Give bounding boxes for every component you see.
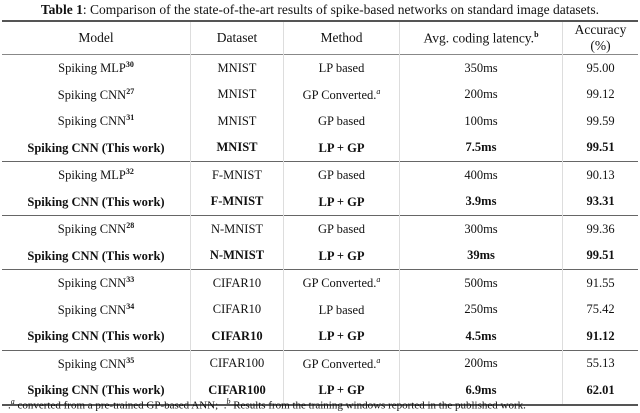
- cell-accuracy: 62.01: [563, 377, 639, 405]
- reference-number: 30: [125, 60, 134, 70]
- cell-latency: 500ms: [400, 270, 563, 297]
- caption-label: Table 1: [40, 2, 83, 17]
- cell-accuracy: 99.12: [563, 82, 639, 109]
- model-name: Spiking CNN: [57, 87, 127, 102]
- cell-accuracy: 90.13: [563, 162, 639, 189]
- cell-method: [284, 55, 400, 82]
- cell-method: [284, 189, 400, 216]
- cell-accuracy: 95.00: [563, 55, 639, 82]
- cell-dataset: CIFAR100: [191, 377, 284, 405]
- method-text: GP Converted.: [302, 356, 377, 371]
- method-text: LP based: [318, 302, 365, 317]
- cell-accuracy: 93.31: [563, 189, 639, 216]
- model-name: Spiking CNN (This work): [27, 383, 165, 398]
- cell-model: [2, 243, 191, 270]
- table-row: [2, 189, 638, 216]
- model-name: Spiking CNN: [57, 276, 127, 291]
- cell-method: [284, 270, 400, 297]
- model-name: Spiking CNN (This work): [27, 140, 165, 155]
- cell-accuracy: 75.42: [563, 297, 639, 324]
- method-text: LP + GP: [318, 383, 365, 398]
- cell-accuracy: 55.13: [563, 350, 639, 377]
- cell-model: [2, 55, 191, 82]
- footnote-a: converted from a pre-trained GP-based ANN;: [14, 399, 219, 412]
- table-caption: [0, 2, 640, 18]
- cell-method: [284, 216, 400, 243]
- cell-latency: 200ms: [400, 82, 563, 109]
- cell-model: [2, 270, 191, 297]
- cell-method: [284, 82, 400, 109]
- cell-accuracy: 91.12: [563, 323, 639, 350]
- cell-latency: 200ms: [400, 350, 563, 377]
- reference-number: 34: [126, 301, 135, 311]
- footnote-mark: a: [376, 275, 381, 285]
- results-table: [2, 20, 638, 406]
- cell-model: [2, 189, 191, 216]
- cell-method: [284, 135, 400, 162]
- reference-number: 31: [126, 113, 135, 123]
- header-method: Method: [284, 21, 400, 55]
- table-row: [2, 82, 638, 109]
- cell-latency: 39ms: [400, 243, 563, 270]
- cell-dataset: CIFAR10: [191, 323, 284, 350]
- model-name: Spiking MLP: [58, 61, 126, 76]
- table-row: [2, 55, 638, 82]
- method-text: GP Converted.: [302, 276, 377, 291]
- table-row: [2, 323, 638, 350]
- cell-latency: 250ms: [400, 297, 563, 324]
- footnote-mark: a: [376, 355, 381, 365]
- cell-dataset: N-MNIST: [191, 243, 284, 270]
- method-text: LP + GP: [318, 329, 365, 344]
- table-row: [2, 350, 638, 377]
- table-row: [2, 297, 638, 324]
- header-accuracy: Accuracy (%): [563, 21, 639, 55]
- reference-number: 32: [125, 167, 134, 177]
- model-name: Spiking CNN: [57, 114, 127, 129]
- reference-number: 33: [126, 275, 135, 285]
- cell-accuracy: 99.51: [563, 135, 639, 162]
- method-text: LP + GP: [318, 248, 365, 263]
- cell-model: [2, 162, 191, 189]
- reference-number: 35: [126, 355, 135, 365]
- model-name: Spiking CNN (This work): [27, 248, 165, 263]
- cell-method: [284, 162, 400, 189]
- cell-accuracy: 99.59: [563, 108, 639, 135]
- cell-accuracy: 91.55: [563, 270, 639, 297]
- cell-dataset: F-MNIST: [191, 189, 284, 216]
- footnote-b: Results from the training windows reported in the published work.: [230, 399, 526, 412]
- footnote-mark: b: [226, 397, 231, 406]
- method-text: GP based: [317, 168, 366, 183]
- method-text: LP + GP: [318, 140, 365, 155]
- cell-model: [2, 216, 191, 243]
- method-text: GP Converted.: [302, 87, 377, 102]
- table-row: [2, 243, 638, 270]
- cell-model: [2, 323, 191, 350]
- header-row: [2, 21, 638, 55]
- model-name: Spiking CNN: [57, 356, 127, 371]
- cell-latency: 300ms: [400, 216, 563, 243]
- model-name: Spiking CNN (This work): [27, 329, 165, 344]
- cell-model: [2, 135, 191, 162]
- model-name: Spiking MLP: [58, 168, 126, 183]
- table-row: [2, 135, 638, 162]
- model-name: Spiking CNN (This work): [27, 194, 165, 209]
- cell-dataset: MNIST: [191, 82, 284, 109]
- header-dataset: Dataset: [191, 21, 284, 55]
- cell-model: [2, 297, 191, 324]
- method-text: LP based: [318, 61, 365, 76]
- cell-model: [2, 108, 191, 135]
- table-row: [2, 270, 638, 297]
- reference-number: 28: [126, 221, 135, 231]
- cell-latency: 100ms: [400, 108, 563, 135]
- cell-latency: 3.9ms: [400, 189, 563, 216]
- cell-dataset: MNIST: [191, 135, 284, 162]
- cell-method: [284, 243, 400, 270]
- footnote-mark: a: [376, 86, 381, 96]
- cell-latency: 400ms: [400, 162, 563, 189]
- footnotes: .$^a$ converted from a pre-trained GP-based ANN; .$^b$ Results from the training windows reported in the published work.: [8, 397, 526, 412]
- table-row: [2, 162, 638, 189]
- method-text: GP based: [317, 114, 366, 129]
- cell-method: [284, 297, 400, 324]
- cell-dataset: CIFAR10: [191, 270, 284, 297]
- cell-dataset: MNIST: [191, 55, 284, 82]
- footnote-mark: b: [534, 29, 539, 39]
- cell-latency: 7.5ms: [400, 135, 563, 162]
- cell-method: [284, 108, 400, 135]
- caption-text: : Comparison of the state-of-the-art results of spike-based networks on standard image datasets.: [82, 2, 600, 17]
- model-name: Spiking CNN: [57, 302, 127, 317]
- method-text: LP + GP: [318, 194, 365, 209]
- cell-latency: 4.5ms: [400, 323, 563, 350]
- reference-number: 27: [126, 86, 135, 96]
- header-latency-text: Avg. coding latency.: [423, 30, 535, 46]
- header-model: Model: [78, 30, 114, 45]
- cell-dataset: CIFAR100: [191, 350, 284, 377]
- table-row: [2, 216, 638, 243]
- cell-latency: 6.9ms: [400, 377, 563, 405]
- table-row: [2, 108, 638, 135]
- cell-dataset: CIFAR10: [191, 297, 284, 324]
- cell-accuracy: 99.51: [563, 243, 639, 270]
- cell-model: [2, 82, 191, 109]
- cell-dataset: MNIST: [191, 108, 284, 135]
- cell-latency: 350ms: [400, 55, 563, 82]
- header-latency: [400, 21, 563, 55]
- cell-dataset: N-MNIST: [191, 216, 284, 243]
- cell-model: [2, 350, 191, 377]
- model-name: Spiking CNN: [57, 222, 127, 237]
- cell-method: [284, 323, 400, 350]
- method-text: GP based: [317, 222, 366, 237]
- cell-accuracy: 99.36: [563, 216, 639, 243]
- footnote-mark: a: [10, 397, 15, 406]
- cell-dataset: F-MNIST: [191, 162, 284, 189]
- cell-method: [284, 350, 400, 377]
